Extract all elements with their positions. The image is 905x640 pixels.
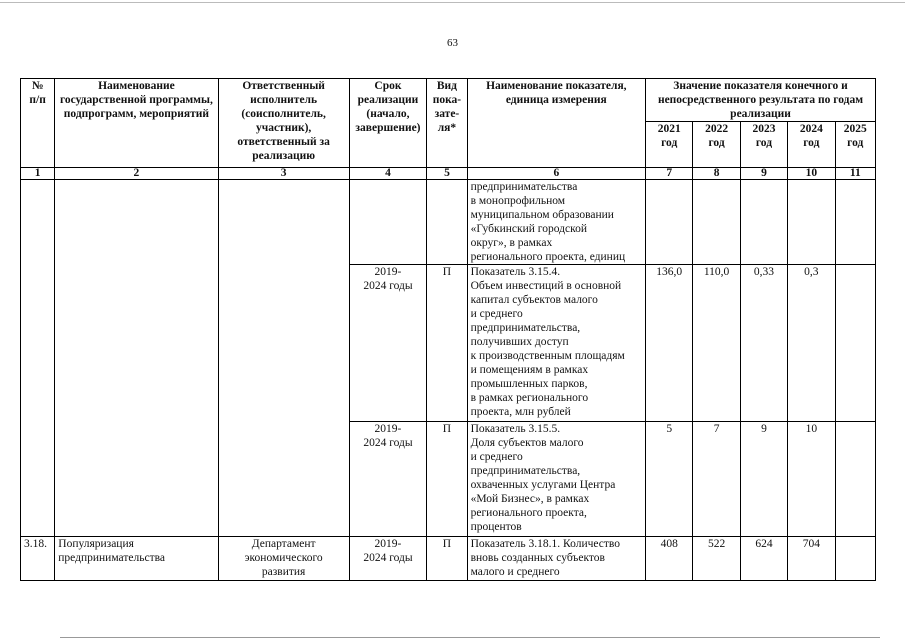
header-year-2022: 2022 год — [693, 122, 740, 168]
cell-value-2022: 522 — [693, 537, 740, 581]
scan-edge-bottom — [60, 637, 880, 638]
column-number: 3 — [218, 168, 349, 180]
column-number: 5 — [427, 168, 467, 180]
header-responsible: Ответственный исполнитель (соисполнитель, участник), ответственный за реализацию — [218, 79, 349, 168]
cell-value-2021: 136,0 — [646, 265, 693, 422]
header-kind: Вид пока-зате-ля* — [427, 79, 467, 168]
cell-name — [55, 180, 218, 537]
header-year-2021: 2021 год — [646, 122, 693, 168]
table-row — [21, 537, 876, 581]
table-row — [21, 180, 876, 265]
cell-kind: П — [427, 422, 467, 537]
cell-value-2023: 0,33 — [740, 265, 787, 422]
cell-value-2023: 624 — [740, 537, 787, 581]
cell-indicator: предпринимательства в монопрофильном муниципальном образовании «Губкинский городской округ», в рамках регионального проекта, единиц — [467, 180, 645, 265]
cell-indicator: Показатель 3.15.4. Объем инвестиций в основной капитал субъектов малого и среднего предпринимательства, получивших доступ к производственным площадям и помещениям в рамках промышленных парков, в рамках регионального проекта, млн рублей — [467, 265, 645, 422]
cell-kind: П — [427, 537, 467, 581]
cell-value-2021: 5 — [646, 422, 693, 537]
cell-responsible: Департамент экономического развития — [218, 537, 349, 581]
column-number: 4 — [349, 168, 427, 180]
cell-value-2021: 408 — [646, 537, 693, 581]
cell-value-2024 — [788, 180, 835, 265]
page-number: 63 — [447, 37, 458, 49]
header-num: № п/п — [21, 79, 55, 168]
header-values: Значение показателя конечного и непосредственного результата по годам реализации — [646, 79, 876, 122]
header-year-2023: 2023 год — [740, 122, 787, 168]
column-number: 11 — [835, 168, 875, 180]
cell-value-2024: 0,3 — [788, 265, 835, 422]
column-number: 1 — [21, 168, 55, 180]
cell-kind — [427, 180, 467, 265]
cell-period: 2019- 2024 годы — [349, 422, 427, 537]
column-number: 10 — [788, 168, 835, 180]
cell-value-2025 — [835, 537, 875, 581]
cell-num: 3.18. — [21, 537, 55, 581]
cell-value-2022 — [693, 180, 740, 265]
cell-kind: П — [427, 265, 467, 422]
cell-period: 2019- 2024 годы — [349, 265, 427, 422]
indicator-table — [20, 78, 876, 581]
column-number: 6 — [467, 168, 645, 180]
column-number: 7 — [646, 168, 693, 180]
cell-value-2025 — [835, 265, 875, 422]
cell-value-2022: 110,0 — [693, 265, 740, 422]
cell-value-2025 — [835, 180, 875, 265]
cell-value-2024: 704 — [788, 537, 835, 581]
header-name: Наименование государственной программы, подпрограмм, мероприятий — [55, 79, 218, 168]
column-number: 2 — [55, 168, 218, 180]
cell-num — [21, 180, 55, 537]
column-number: 8 — [693, 168, 740, 180]
scan-edge-top — [0, 2, 905, 3]
cell-value-2022: 7 — [693, 422, 740, 537]
cell-value-2024: 10 — [788, 422, 835, 537]
cell-value-2025 — [835, 422, 875, 537]
cell-responsible — [218, 180, 349, 537]
cell-indicator: Показатель 3.18.1. Количество вновь созданных субъектов малого и среднего — [467, 537, 645, 581]
header-indicator: Наименование показателя, единица измерения — [467, 79, 645, 168]
column-number: 9 — [740, 168, 787, 180]
cell-indicator: Показатель 3.15.5. Доля субъектов малого и среднего предпринимательства, охваченных услугами Центра «Мой Бизнес», в рамках регионального проекта, процентов — [467, 422, 645, 537]
cell-value-2021 — [646, 180, 693, 265]
cell-period — [349, 180, 427, 265]
header-year-2025: 2025 год — [835, 122, 875, 168]
header-period: Срок реализации (начало, завершение) — [349, 79, 427, 168]
cell-value-2023 — [740, 180, 787, 265]
header-year-2024: 2024 год — [788, 122, 835, 168]
cell-value-2023: 9 — [740, 422, 787, 537]
column-number-row — [21, 168, 876, 180]
cell-name: Популяризация предпринимательства — [55, 537, 218, 581]
cell-period: 2019- 2024 годы — [349, 537, 427, 581]
